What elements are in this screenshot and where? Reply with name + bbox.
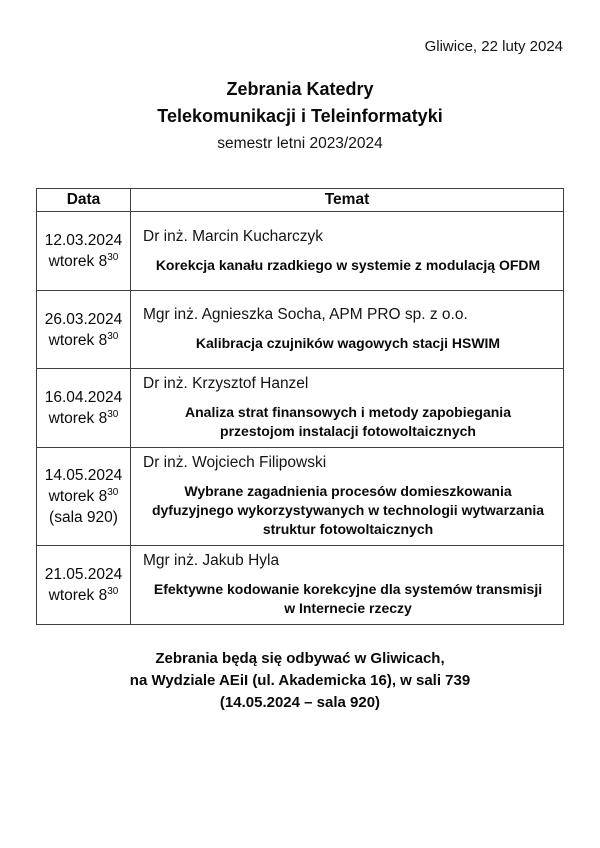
date-cell [37,448,131,546]
meeting-date: 26.03.2024 [44,310,123,328]
meeting-date: 21.05.2024 [44,566,123,583]
time-superscript: 30 [107,486,119,498]
meeting-date: 12.03.2024 [44,232,123,249]
meeting-date: 16.04.2024 [44,389,123,406]
column-header-date: Data [37,189,131,212]
date-cell [37,369,131,448]
talk-topic: Efektywne kodowanie korekcyjne dla systemów transmisji w Internecie rzeczy [153,581,543,616]
table-row [37,369,564,448]
footer-line2: na Wydziale AEiI (ul. Akademicka 16), w sali 739 [129,672,471,689]
talk-topic: Analiza strat finansowych i metody zapobiegania przestojom instalacji fotowoltaicznych [185,404,511,439]
meeting-weekday-time: wtorek 8 [48,587,108,604]
document-dateline: Gliwice, 22 luty 2024 [424,38,563,55]
page-title-line1: Zebrania Katedry [226,79,374,99]
talk-topic: Korekcja kanału rzadkiego w systemie z modulacją OFDM [155,256,541,273]
page-subtitle: semestr letni 2023/2024 [217,135,383,152]
footer-note [0,648,600,714]
page-title-line2: Telekomunikacji i Teleinformatyki [157,106,443,126]
meeting-weekday-time: wtorek 8 [48,253,108,270]
date-cell [37,212,131,291]
time-superscript: 30 [107,408,119,420]
time-superscript: 30 [107,251,119,263]
speaker-name: Dr inż. Krzysztof Hanzel [143,375,309,392]
footer-line3: (14.05.2024 – sala 920) [219,694,381,711]
topic-cell [131,291,564,369]
time-superscript: 30 [107,585,119,597]
meeting-weekday-time: wtorek 8 [48,488,108,505]
speaker-name: Mgr inż. Agnieszka Socha, APM PRO sp. z o.o. [143,306,468,323]
meeting-weekday-time: wtorek 8 [48,410,108,427]
table-row [37,448,564,546]
topic-cell [131,546,564,625]
meeting-room-note: (sala 920) [49,509,118,526]
topic-cell [131,212,564,291]
speaker-name: Mgr inż. Jakub Hyla [143,552,280,569]
title-block [0,76,600,156]
speaker-name: Dr inż. Wojciech Filipowski [143,454,327,471]
column-header-topic: Temat [131,189,564,212]
schedule-table [36,188,564,625]
table-header-row [37,189,564,212]
topic-cell [131,448,564,546]
table-row [37,291,564,369]
table-row [37,546,564,625]
speaker-name: Dr inż. Marcin Kucharczyk [143,227,324,245]
talk-topic: Kalibracja czujników wagowych stacji HSWIM [195,335,501,351]
meeting-date: 14.05.2024 [44,467,123,484]
table-row [37,212,564,291]
topic-cell [131,369,564,448]
date-cell [37,291,131,369]
talk-topic: Wybrane zagadnienia procesów domieszkowania dyfuzyjnego wykorzystywanych w technologii wytwarzania struktur fotowoltaicznych [151,483,545,537]
time-superscript: 30 [107,330,119,342]
date-cell [37,546,131,625]
meeting-weekday-time: wtorek 8 [48,331,108,349]
footer-line1: Zebrania będą się odbywać w Gliwicach, [155,650,445,667]
